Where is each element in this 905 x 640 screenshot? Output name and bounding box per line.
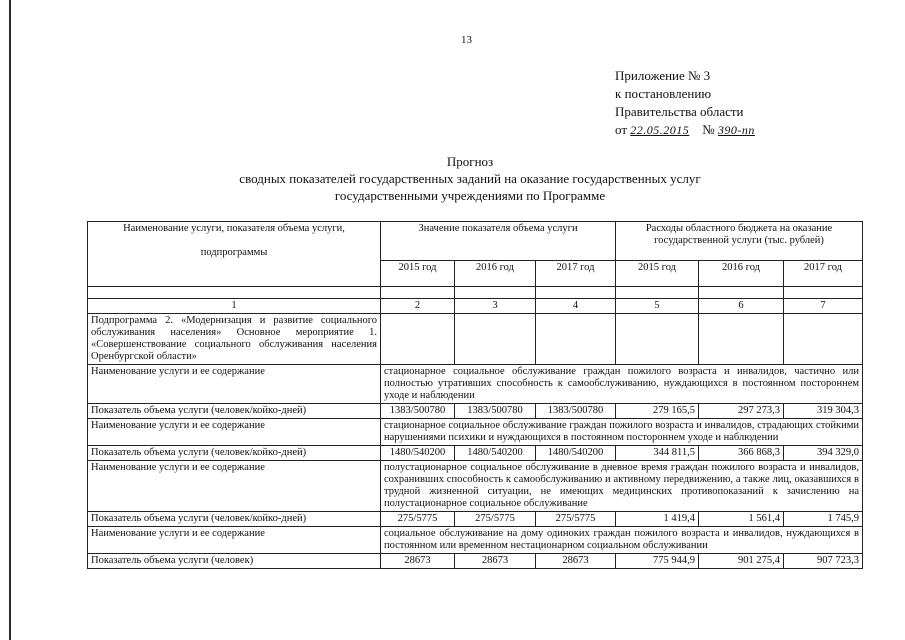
appendix-line-3: Правительства области xyxy=(615,104,744,119)
col-number-cell: 5 xyxy=(616,299,699,314)
value-cell: 28673 xyxy=(381,554,455,569)
year-cell: 2015 год xyxy=(381,261,455,287)
value-cell: 28673 xyxy=(455,554,536,569)
expense-cell: 394 329,0 xyxy=(784,446,863,461)
value-cell: 1383/500780 xyxy=(381,404,455,419)
indicator-row xyxy=(88,446,863,461)
expense-cell: 907 723,3 xyxy=(784,554,863,569)
column-number-row xyxy=(88,299,863,314)
indicator-row xyxy=(88,404,863,419)
number-prefix: № xyxy=(702,122,715,137)
service-name-row xyxy=(88,527,863,554)
col-number-cell: 3 xyxy=(455,299,536,314)
page-number: 13 xyxy=(461,34,472,46)
header-expense-cell: Расходы областного бюджета на оказание государственной услуги (тыс. рублей) xyxy=(616,222,863,261)
service-content: социальное обслуживание на дому одиноких граждан пожилого возраста и инвалидов, нуждающихся в постоянном или временном нестационарном социальном обслуживании xyxy=(381,527,863,554)
appendix-line-2: к постановлению xyxy=(615,86,712,101)
forecast-table xyxy=(87,221,863,569)
value-cell: 28673 xyxy=(536,554,616,569)
header-value-cell: Значение показателя объема услуги xyxy=(381,222,616,261)
value-cell: 1480/540200 xyxy=(455,446,536,461)
expense-cell: 775 944,9 xyxy=(616,554,699,569)
indicator-label: Показатель объема услуги (человек) xyxy=(88,554,381,569)
year-cell: 2015 год xyxy=(616,261,699,287)
col-number-cell: 1 xyxy=(88,299,381,314)
col-number-cell: 7 xyxy=(784,299,863,314)
appendix-date-line xyxy=(615,121,755,139)
service-name-label: Наименование услуги и ее содержание xyxy=(88,461,381,512)
title-line-3: государственными учреждениями по Программе xyxy=(334,188,606,203)
header-name-line-2: подпрограммы xyxy=(200,247,268,258)
subprogram-cell: Подпрограмма 2. «Модернизация и развитие социального обслуживания населения» Основное мероприятие 1. «Совершенствование социального обслуживания населения Оренбургской области» xyxy=(88,314,381,365)
col-number-cell: 6 xyxy=(699,299,784,314)
indicator-row xyxy=(88,512,863,527)
header-name-cell xyxy=(88,222,381,287)
expense-cell: 344 811,5 xyxy=(616,446,699,461)
service-name-row xyxy=(88,461,863,512)
service-content: стационарное социальное обслуживание граждан пожилого возраста и инвалидов, частично или полностью утративших способность к самообслуживанию, нуждающихся в постоянном постороннем уходе и наблюдении xyxy=(381,365,863,404)
expense-cell: 297 273,3 xyxy=(699,404,784,419)
title-line-2: сводных показателей государственных заданий на оказание государственных услуг xyxy=(239,171,701,186)
service-name-label: Наименование услуги и ее содержание xyxy=(88,527,381,554)
expense-cell: 1 419,4 xyxy=(616,512,699,527)
document-title xyxy=(120,153,820,204)
table-header-row xyxy=(88,222,863,261)
expense-cell: 1 745,9 xyxy=(784,512,863,527)
service-name-row xyxy=(88,419,863,446)
subprogram-row xyxy=(88,314,863,365)
date-prefix: от xyxy=(615,122,628,137)
col-number-cell: 2 xyxy=(381,299,455,314)
value-cell: 1480/540200 xyxy=(536,446,616,461)
appendix-block xyxy=(615,67,755,139)
service-name-row xyxy=(88,365,863,404)
value-cell: 275/5775 xyxy=(381,512,455,527)
indicator-label: Показатель объема услуги (человек/койко-дней) xyxy=(88,446,381,461)
value-cell: 275/5775 xyxy=(455,512,536,527)
value-cell: 1480/540200 xyxy=(381,446,455,461)
value-cell: 1383/500780 xyxy=(455,404,536,419)
expense-cell: 366 868,3 xyxy=(699,446,784,461)
appendix-line-1: Приложение № 3 xyxy=(615,68,711,83)
service-name-label: Наименование услуги и ее содержание xyxy=(88,419,381,446)
service-content: полустационарное социальное обслуживание в дневное время граждан пожилого возраста и инвалидов, сохранивших способность к самообслуживанию и активному передвижению, а также лиц, оказавшихся в трудной жизненной ситуации, не имеющих медицинских противопоказаний к зачислению на полустационарное социальное обслуживание xyxy=(381,461,863,512)
header-name-line-1: Наименование услуги, показателя объема услуги, xyxy=(123,223,345,234)
expense-cell: 1 561,4 xyxy=(699,512,784,527)
handwritten-date: 22.05.2015 xyxy=(630,123,690,137)
value-cell: 1383/500780 xyxy=(536,404,616,419)
expense-cell: 279 165,5 xyxy=(616,404,699,419)
spacer-row xyxy=(88,287,863,299)
scan-edge-line xyxy=(9,0,11,640)
year-cell: 2016 год xyxy=(699,261,784,287)
indicator-row xyxy=(88,554,863,569)
col-number-cell: 4 xyxy=(536,299,616,314)
expense-cell: 319 304,3 xyxy=(784,404,863,419)
year-cell: 2016 год xyxy=(455,261,536,287)
expense-cell: 901 275,4 xyxy=(699,554,784,569)
value-cell: 275/5775 xyxy=(536,512,616,527)
service-content: стационарное социальное обслуживание граждан пожилого возраста и инвалидов, страдающих стойкими нарушениями психики и нуждающихся в постоянном постороннем уходе и наблюдении xyxy=(381,419,863,446)
title-line-1: Прогноз xyxy=(446,154,494,169)
indicator-label: Показатель объема услуги (человек/койко-дней) xyxy=(88,404,381,419)
handwritten-number: 390-пп xyxy=(717,123,755,137)
year-cell: 2017 год xyxy=(784,261,863,287)
year-cell: 2017 год xyxy=(536,261,616,287)
indicator-label: Показатель объема услуги (человек/койко-дней) xyxy=(88,512,381,527)
service-name-label: Наименование услуги и ее содержание xyxy=(88,365,381,404)
